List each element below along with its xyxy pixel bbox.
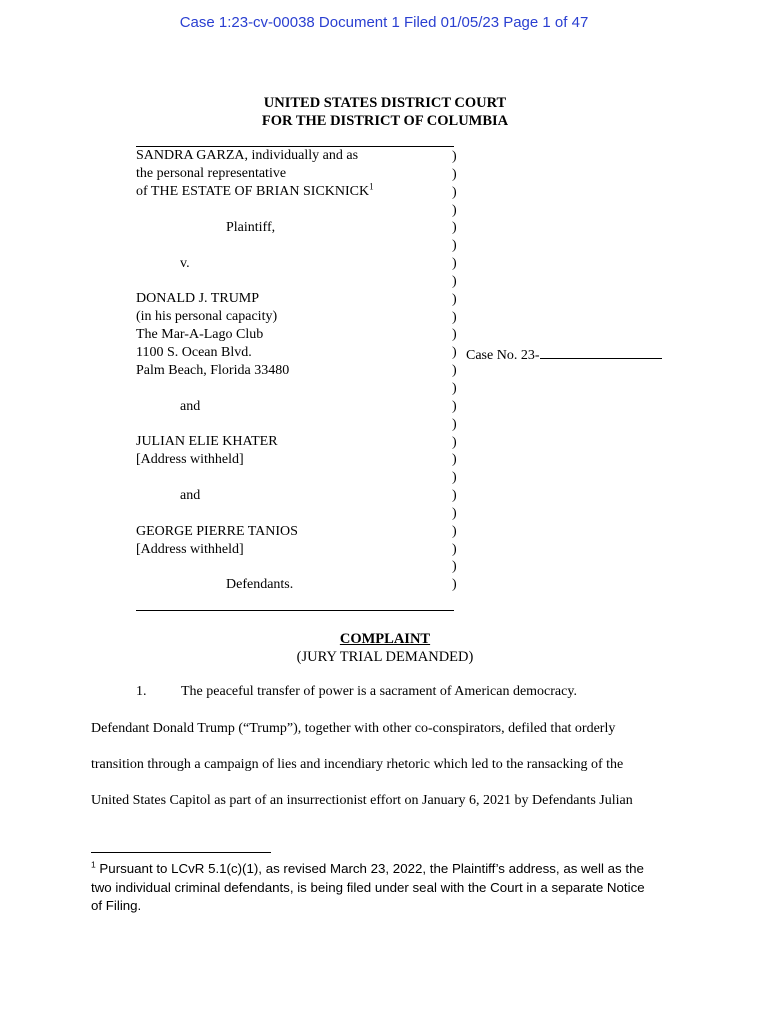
caption-paren: ) [452, 398, 457, 414]
caption-paren: ) [452, 452, 457, 468]
caption-paren: ) [452, 488, 457, 504]
footnote-reference[interactable]: 1 [369, 181, 374, 192]
versus: v. [180, 256, 190, 271]
footnote [91, 860, 681, 916]
plaintiff-name-line2: the personal representative [136, 166, 287, 181]
plaintiff-role: Plaintiff, [226, 220, 276, 235]
caption-paren: ) [452, 363, 457, 379]
footnote-line-1: $^1$ Pursuant to LCvR 5.1(c)(1), as revised March 23, 2022, the Plaintiff’s address, as well as the [91, 859, 644, 876]
caption-paren: ) [452, 149, 457, 164]
defendant3-line1: GEORGE PIERRE TANIOS [136, 524, 298, 539]
caption-top-rule [136, 146, 454, 147]
defendant-role: Defendants. [226, 577, 294, 592]
court-name-line2: FOR THE DISTRICT OF COLUMBIA [261, 113, 509, 129]
defendant1-line3: The Mar-A-Lago Club [136, 327, 264, 342]
plaintiff-name-line3: of THE ESTATE OF BRIAN SICKNICK$^1$ [136, 181, 374, 199]
caption-paren: ) [452, 345, 457, 361]
plaintiff-name-line1: SANDRA GARZA, individually and as [136, 148, 359, 163]
paragraph-number: 1. [136, 684, 147, 699]
defendant3-line2: [Address withheld] [136, 542, 244, 557]
caption-paren: ) [452, 220, 457, 236]
and-connector-1: and [180, 399, 201, 414]
caption-paren: ) [452, 470, 457, 486]
caption-paren: ) [452, 541, 457, 557]
defendant1-line5: Palm Beach, Florida 33480 [136, 363, 290, 378]
caption-paren: ) [452, 523, 457, 539]
caption-paren: ) [452, 309, 457, 325]
caption-paren: ) [452, 559, 457, 575]
caption-paren: ) [452, 238, 457, 254]
defendant2-line2: [Address withheld] [136, 452, 244, 467]
caption-paren: ) [452, 505, 457, 521]
caption-paren: ) [452, 416, 457, 432]
complaint-heading: COMPLAINT [339, 631, 431, 647]
caption-paren: ) [452, 202, 457, 218]
footnote-rule [91, 852, 271, 853]
caption-paren: ) [452, 380, 457, 396]
body-line-2: Defendant Donald Trump (“Trump”), together with other co-conspirators, defiled that orderly [91, 721, 616, 736]
footnote-mark: 1 [91, 859, 96, 870]
caption-paren: ) [452, 434, 457, 450]
caption-bottom-rule [136, 610, 454, 611]
caption-paren: ) [452, 291, 457, 307]
defendant1-line1: DONALD J. TRUMP [136, 291, 260, 306]
caption-paren-column [452, 148, 457, 594]
body-line-1: The peaceful transfer of power is a sacrament of American democracy. [181, 684, 577, 699]
caption-paren: ) [452, 256, 457, 272]
footnote-line-2: two individual criminal defendants, is being filed under seal with the Court in a separate Notice [91, 879, 645, 895]
ecf-header: Case 1:23-cv-00038 Document 1 Filed 01/05/23 Page 1 of 47 [179, 14, 589, 31]
and-connector-2: and [180, 488, 201, 503]
caption-paren: ) [452, 166, 457, 182]
defendant1-line2: (in his personal capacity) [136, 309, 278, 324]
caption-paren: ) [452, 577, 457, 593]
jury-trial-subheading: (JURY TRIAL DEMANDED) [296, 649, 474, 665]
defendant1-line4: 1100 S. Ocean Blvd. [136, 345, 252, 360]
caption-paren: ) [452, 327, 457, 343]
body-line-3: transition through a campaign of lies and incendiary rhetoric which led to the ransacking of the [91, 757, 624, 772]
defendant2-line1: JULIAN ELIE KHATER [136, 434, 278, 449]
footnote-line-3: of Filing. [91, 898, 142, 913]
court-name-line1: UNITED STATES DISTRICT COURT [263, 95, 507, 111]
case-number-blank [540, 345, 662, 359]
caption-paren: ) [452, 184, 457, 200]
case-number: Case No. 23- [466, 345, 662, 364]
body-line-4: United States Capitol as part of an insurrectionist effort on January 6, 2021 by Defendants Julian [91, 793, 633, 808]
caption-paren: ) [452, 273, 457, 289]
